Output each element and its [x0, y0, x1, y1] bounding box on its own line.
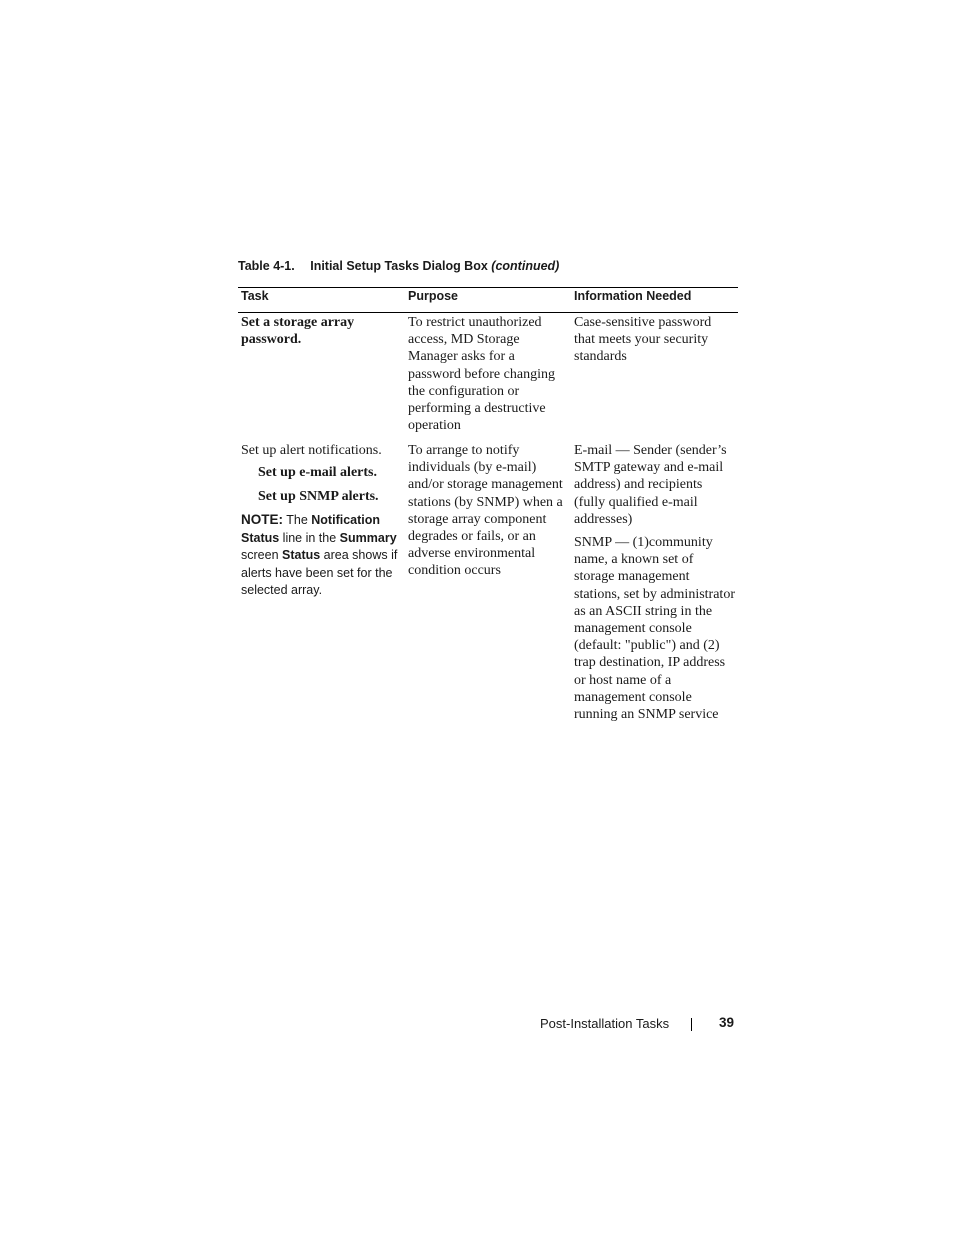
row2-subtask-email: Set up e-mail alerts.: [258, 465, 377, 480]
note-term-summary: Summary: [339, 530, 397, 545]
table-number: Table 4-1.: [238, 259, 295, 273]
note-term-status: Status: [282, 548, 321, 562]
page-number: 39: [719, 1015, 735, 1030]
row2-purpose: To arrange to notify individuals (by e-mail) and/or storage management stations (by SNMP) when a storage array component degrades or fails, or an adverse environmental condition occurs: [408, 443, 563, 579]
table-top-rule: [238, 287, 738, 288]
note-text: The: [283, 513, 312, 527]
row2-task: Set up alert notifications.: [241, 443, 382, 458]
row1-purpose: To restrict unauthorized access, MD Storage Manager asks for a password before changing the configuration or performing a destructive operation: [408, 315, 555, 434]
column-header-purpose: Purpose: [408, 289, 459, 303]
column-header-information-needed: Information Needed: [574, 289, 692, 303]
table-continued-label: (continued): [491, 259, 560, 273]
table-header-rule: [238, 312, 738, 313]
note-text: line in the: [279, 530, 340, 545]
note-label: NOTE:: [241, 512, 283, 527]
row2-information-email: E-mail — Sender (sender’s SMTP gateway and e-mail address) and recipients (fully qualified e-mail addresses): [574, 443, 727, 527]
row1-information: Case-sensitive password that meets your security standards: [574, 315, 712, 365]
column-header-task: Task: [241, 289, 269, 303]
footer-separator: [691, 1018, 692, 1031]
note-text: area shows if alerts have been set for the selected array.: [241, 548, 398, 597]
note-text: screen: [241, 548, 282, 562]
row2-information-snmp: SNMP — (1)community name, a known set of storage management stations, set by administrator as an ASCII string in the management console (default: "public") and (2) trap destination, IP address or host name of a management console running an SNMP service: [574, 535, 735, 723]
row1-task: Set a storage array password.: [241, 315, 355, 348]
footer-section-title: Post-Installation Tasks: [540, 1016, 670, 1031]
note-term-notification-status: Notification Status: [241, 513, 381, 545]
row2-subtask-snmp: Set up SNMP alerts.: [258, 489, 379, 504]
table-title: Initial Setup Tasks Dialog Box: [310, 259, 488, 273]
note-block: [241, 511, 403, 600]
table-caption: [238, 259, 559, 273]
